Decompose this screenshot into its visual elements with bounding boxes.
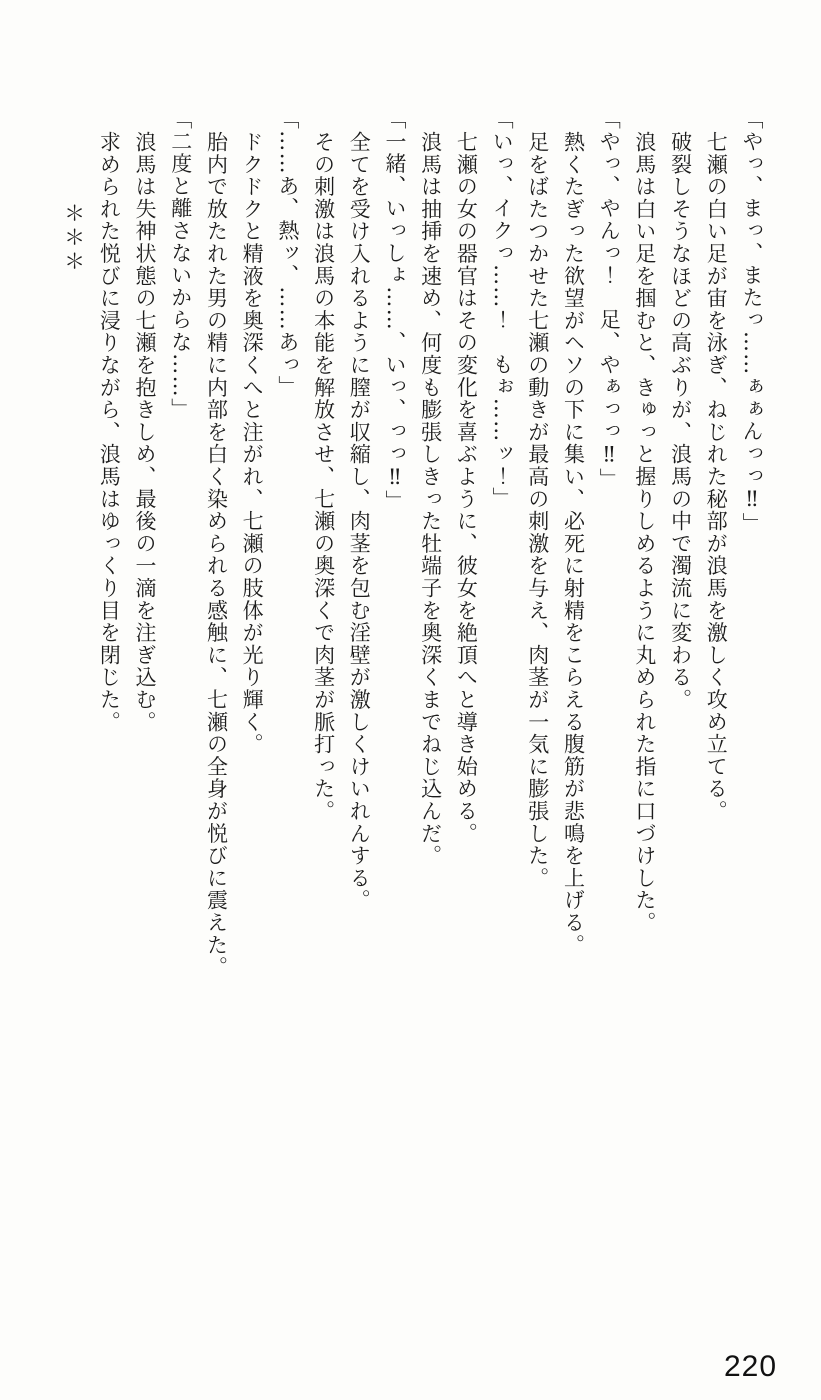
dialogue-line: 「……あ、熱ッ、……あっ」 xyxy=(275,108,300,398)
narrative-line: 七瀬の女の器官はその変化を喜ぶように、彼女を絶頂へと導き始める。 xyxy=(454,130,479,845)
narrative-line: その刺激は浪馬の本能を解放させ、七瀬の奥深くで肉茎が脈打った。 xyxy=(311,130,336,822)
narrative-line: 足をばたつかせた七瀬の動きが最高の刺激を与え、肉茎が一気に膨張した。 xyxy=(525,130,550,889)
dialogue-line: 「一緒、いっしょ……、いっ、っっ‼」 xyxy=(382,108,407,513)
narrative-line: 熱くたぎった欲望がヘソの下に集い、必死に射精をこらえる腹筋が悲鳴を上げる。 xyxy=(561,130,586,956)
section-divider-asterisks: ＊＊＊ xyxy=(61,202,86,274)
narrative-line: 胎内で放たれた男の精に内部を白く染められる感触に、七瀬の全身が悦びに震えた。 xyxy=(204,130,229,978)
vertical-text-block xyxy=(55,108,769,1043)
narrative-line: 求められた悦びに浸りながら、浪馬はゆっくり目を閉じた。 xyxy=(97,130,122,733)
dialogue-line: 「やっ、やんっ！ 足、やぁっっ‼」 xyxy=(597,108,622,491)
narrative-line: 七瀬の白い足が宙を泳ぎ、ねじれた秘部が浪馬を激しく攻め立てる。 xyxy=(704,130,729,822)
page-number: 220 xyxy=(724,1350,778,1383)
dialogue-line: 「二度と離さないからな……」 xyxy=(168,108,193,421)
narrative-line: 浪馬は抽挿を速め、何度も膨張しきった牡端子を奥深くまでねじ込んだ。 xyxy=(418,130,443,867)
narrative-line: 浪馬は白い足を掴むと、きゅっと握りしめるように丸められた指に口づけした。 xyxy=(632,130,657,934)
dialogue-line: 「やっ、まっ、またっ……ぁぁんっっ‼」 xyxy=(740,108,764,535)
narrative-line: 破裂しそうなほどの高ぶりが、浪馬の中で濁流に変わる。 xyxy=(668,130,693,711)
narrative-line: 全てを受け入れるように膣が収縮し、肉茎を包む淫壁が激しくけいれんする。 xyxy=(347,130,372,911)
narrative-line: 浪馬は失神状態の七瀬を抱きしめ、最後の一滴を注ぎ込む。 xyxy=(133,130,158,733)
dialogue-line: 「いっ、イクっ……！ もぉ……ッ！」 xyxy=(490,108,515,510)
narrative-line: ドクドクと精液を奥深くへと注がれ、七瀬の肢体が光り輝く。 xyxy=(240,130,265,755)
